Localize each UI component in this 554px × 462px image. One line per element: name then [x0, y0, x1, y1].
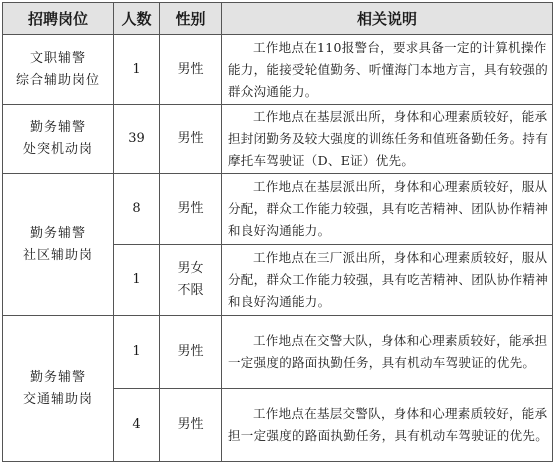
table-header-row — [3, 3, 553, 35]
table-row — [3, 35, 553, 105]
table-row — [3, 174, 553, 245]
gender: 男性 — [160, 316, 222, 389]
description: 工作地点在交警大队，身体和心理素质较好，能承担一定强度的路面执勤任务，具有机动车驾驶证的优先。 — [222, 316, 553, 389]
header-description: 相关说明 — [222, 3, 553, 35]
headcount: 39 — [114, 105, 160, 174]
post-name: 勤务辅警 社区辅助岗 — [3, 174, 114, 316]
post-name: 勤务辅警 交通辅助岗 — [3, 316, 114, 462]
description: 工作地点在基层派出所，身体和心理素质较好，服从分配，群众工作能力较强，具有吃苦精神、团队协作精神和良好沟通能力。 — [222, 174, 553, 245]
headcount: 1 — [114, 316, 160, 389]
table-row — [3, 316, 553, 389]
gender: 男性 — [160, 389, 222, 462]
recruitment-table — [2, 2, 553, 462]
gender: 男女 不限 — [160, 245, 222, 316]
description: 工作地点在基层派出所，身体和心理素质较好，能承担封闭勤务及较大强度的训练任务和值班备勤任务。持有摩托车驾驶证（D、E证）优先。 — [222, 105, 553, 174]
headcount: 1 — [114, 245, 160, 316]
post-name: 文职辅警 综合辅助岗位 — [3, 35, 114, 105]
headcount: 1 — [114, 35, 160, 105]
description: 工作地点在基层交警队，身体和心理素质较好，能承担一定强度的路面执勤任务，具有机动车驾驶证的优先。 — [222, 389, 553, 462]
header-post: 招聘岗位 — [3, 3, 114, 35]
gender: 男性 — [160, 105, 222, 174]
headcount: 4 — [114, 389, 160, 462]
gender: 男性 — [160, 174, 222, 245]
gender: 男性 — [160, 35, 222, 105]
headcount: 8 — [114, 174, 160, 245]
table-row — [3, 105, 553, 174]
description: 工作地点在110报警台，要求具备一定的计算机操作能力，能接受轮值勤务、听懂海门本地方言，具有较强的群众沟通能力。 — [222, 35, 553, 105]
description: 工作地点在三厂派出所，身体和心理素质较好，服从分配，群众工作能力较强，具有吃苦精神、团队协作精神和良好沟通能力。 — [222, 245, 553, 316]
post-name: 勤务辅警 处突机动岗 — [3, 105, 114, 174]
header-count: 人数 — [114, 3, 160, 35]
header-gender: 性别 — [160, 3, 222, 35]
